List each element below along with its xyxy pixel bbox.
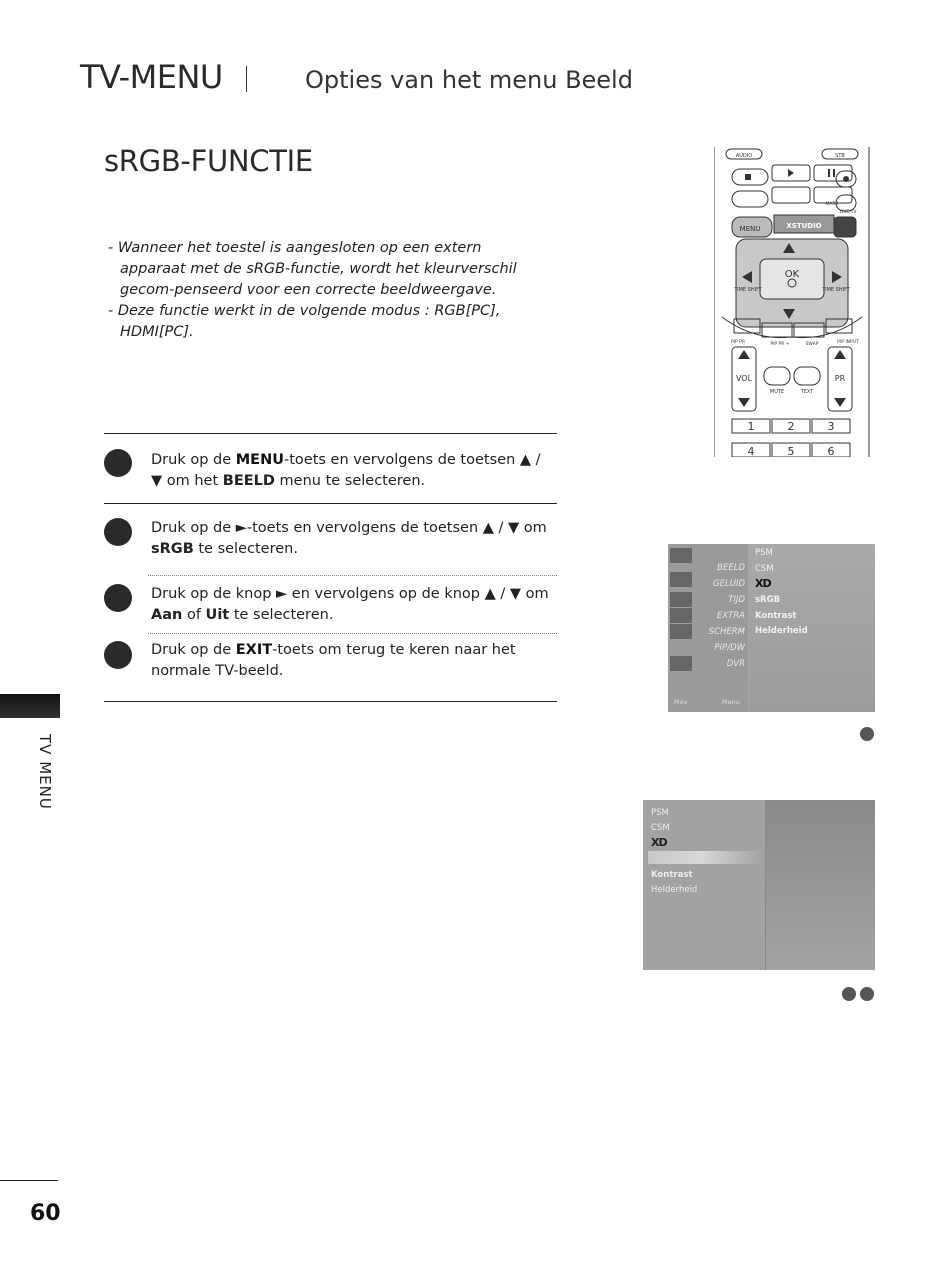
note-item: - Wanneer het toestel is aangesloten op een extern apparaat met de sRGB-functie, wordt het kleurverschil gecom-penseerd voor een correcte beeldweergave. — [108, 240, 517, 298]
remote-text-label: TEXT — [800, 389, 814, 395]
footer-rule — [0, 1180, 58, 1181]
page-number: 60 — [30, 1201, 61, 1226]
menu-category-dvr: DVR — [726, 659, 745, 669]
menu-item-srgb: sRGB — [755, 595, 781, 605]
menu-preview-panel — [766, 800, 875, 970]
menu-item-csm: CSM — [755, 564, 774, 574]
side-tab-label: TV MENU — [36, 734, 54, 810]
step-4-marker — [104, 641, 132, 669]
text-button — [794, 367, 820, 385]
step-divider — [148, 575, 557, 576]
remote-audio-label: AUDIO — [735, 153, 753, 159]
remote-key-1: 1 — [747, 420, 755, 433]
side-tab-block — [0, 694, 60, 718]
remote-key-5: 5 — [787, 445, 795, 457]
menu-item-xd: XD — [755, 577, 771, 590]
step-divider — [148, 633, 557, 634]
chapter-title: TV-MENU — [80, 58, 223, 96]
remote-ok-label: OK — [784, 269, 800, 280]
mute-button — [764, 367, 790, 385]
menu-item-csm: CSM — [651, 823, 670, 833]
remote-stb-label: STB — [835, 153, 845, 159]
prev-button — [732, 191, 768, 207]
menu-item-kontrast: Kontrast — [755, 611, 797, 621]
menu-category-scherm: SCHERM — [708, 627, 745, 637]
menu-category-pipdw: PIP/DW — [714, 643, 745, 653]
step-4-text: Druk op de EXIT-toets om terug te keren naar het normale TV-beeld. — [151, 642, 516, 679]
remote-mark-label: MARK — [825, 202, 839, 207]
step-2-marker — [104, 518, 132, 546]
note-item: - Deze functie werkt in de volgende modus : RGB[PC], HDMI[PC]. — [108, 303, 501, 340]
screen-2-step-badge — [842, 987, 856, 1001]
remote-pip-pr-minus-label: PIP PR — [730, 340, 746, 345]
remote-key-4: 4 — [747, 445, 755, 457]
menu-item-psm: PSM — [651, 808, 669, 818]
remote-vol-label: VOL — [735, 374, 753, 383]
remote-key-2: 2 — [787, 420, 795, 433]
remote-key-6: 6 — [827, 445, 835, 457]
steps-bottom-rule — [104, 701, 557, 702]
remote-xstudio-label: XSTUDIO — [786, 222, 822, 230]
menu-footer-menu: Menu — [722, 698, 740, 706]
header-separator — [246, 66, 247, 92]
section-title: sRGB-FUNCTIE — [104, 144, 313, 178]
menu-item-xd: XD — [651, 836, 667, 849]
step-3-marker — [104, 584, 132, 612]
menu-item-helderheid: Helderheid — [651, 885, 698, 895]
remote-pip-input-label: PIP INPUT — [837, 340, 859, 345]
notes — [104, 238, 544, 343]
menu-category-tijd: TIJD — [728, 595, 745, 605]
menu-item-kontrast: Kontrast — [651, 870, 693, 880]
step-1-marker — [104, 449, 132, 477]
steps-top-rule — [104, 433, 557, 434]
menu-screenshot-beeld — [668, 544, 875, 712]
selection-highlight-bar — [648, 851, 765, 864]
remote-livetv-label: LIVE TV — [839, 210, 857, 215]
menu-footer-move: Mov — [674, 698, 688, 706]
menu-category-extra: EXTRA — [716, 611, 745, 621]
remote-pip-pr-plus-label: PIP PR + — [770, 342, 790, 347]
remote-timeshift-right-label: TIME SHIFT — [822, 287, 850, 293]
steps-middle-rule — [104, 503, 557, 504]
menu-item-psm: PSM — [755, 548, 773, 558]
menu-item-helderheid: Helderheid — [755, 626, 808, 636]
menu-category-beeld: BEELD — [717, 563, 745, 573]
step-3-text: Druk op de knop ► en vervolgens op de knop ▲ / ▼ om Aan of Uit te selecteren. — [151, 586, 549, 623]
step-2-text: Druk op de ►-toets en vervolgens de toetsen ▲ / ▼ om sRGB te selecteren. — [151, 520, 547, 557]
menu-screenshot-srgb — [643, 800, 875, 970]
remote-control-illustration — [714, 147, 870, 457]
remote-key-3: 3 — [827, 420, 835, 433]
remote-pr-label: PR — [834, 374, 846, 383]
screen-2-step-badge — [860, 987, 874, 1001]
remote-mute-label: MUTE — [769, 389, 785, 395]
remote-menu-label: MENU — [739, 225, 761, 233]
power-button — [834, 217, 856, 237]
chapter-subtitle: Opties van het menu Beeld — [305, 66, 633, 94]
rewind-button — [772, 187, 810, 203]
screen-1-step-badge — [860, 727, 874, 741]
remote-timeshift-left-label: TIME SHIFT — [734, 287, 762, 293]
remote-swap-label: SWAP — [805, 342, 819, 347]
menu-category-geluid: GELUID — [713, 579, 745, 589]
step-1-text: Druk op de MENU-toets en vervolgens de toetsen ▲ / ▼ om het BEELD menu te selecteren. — [151, 452, 541, 489]
